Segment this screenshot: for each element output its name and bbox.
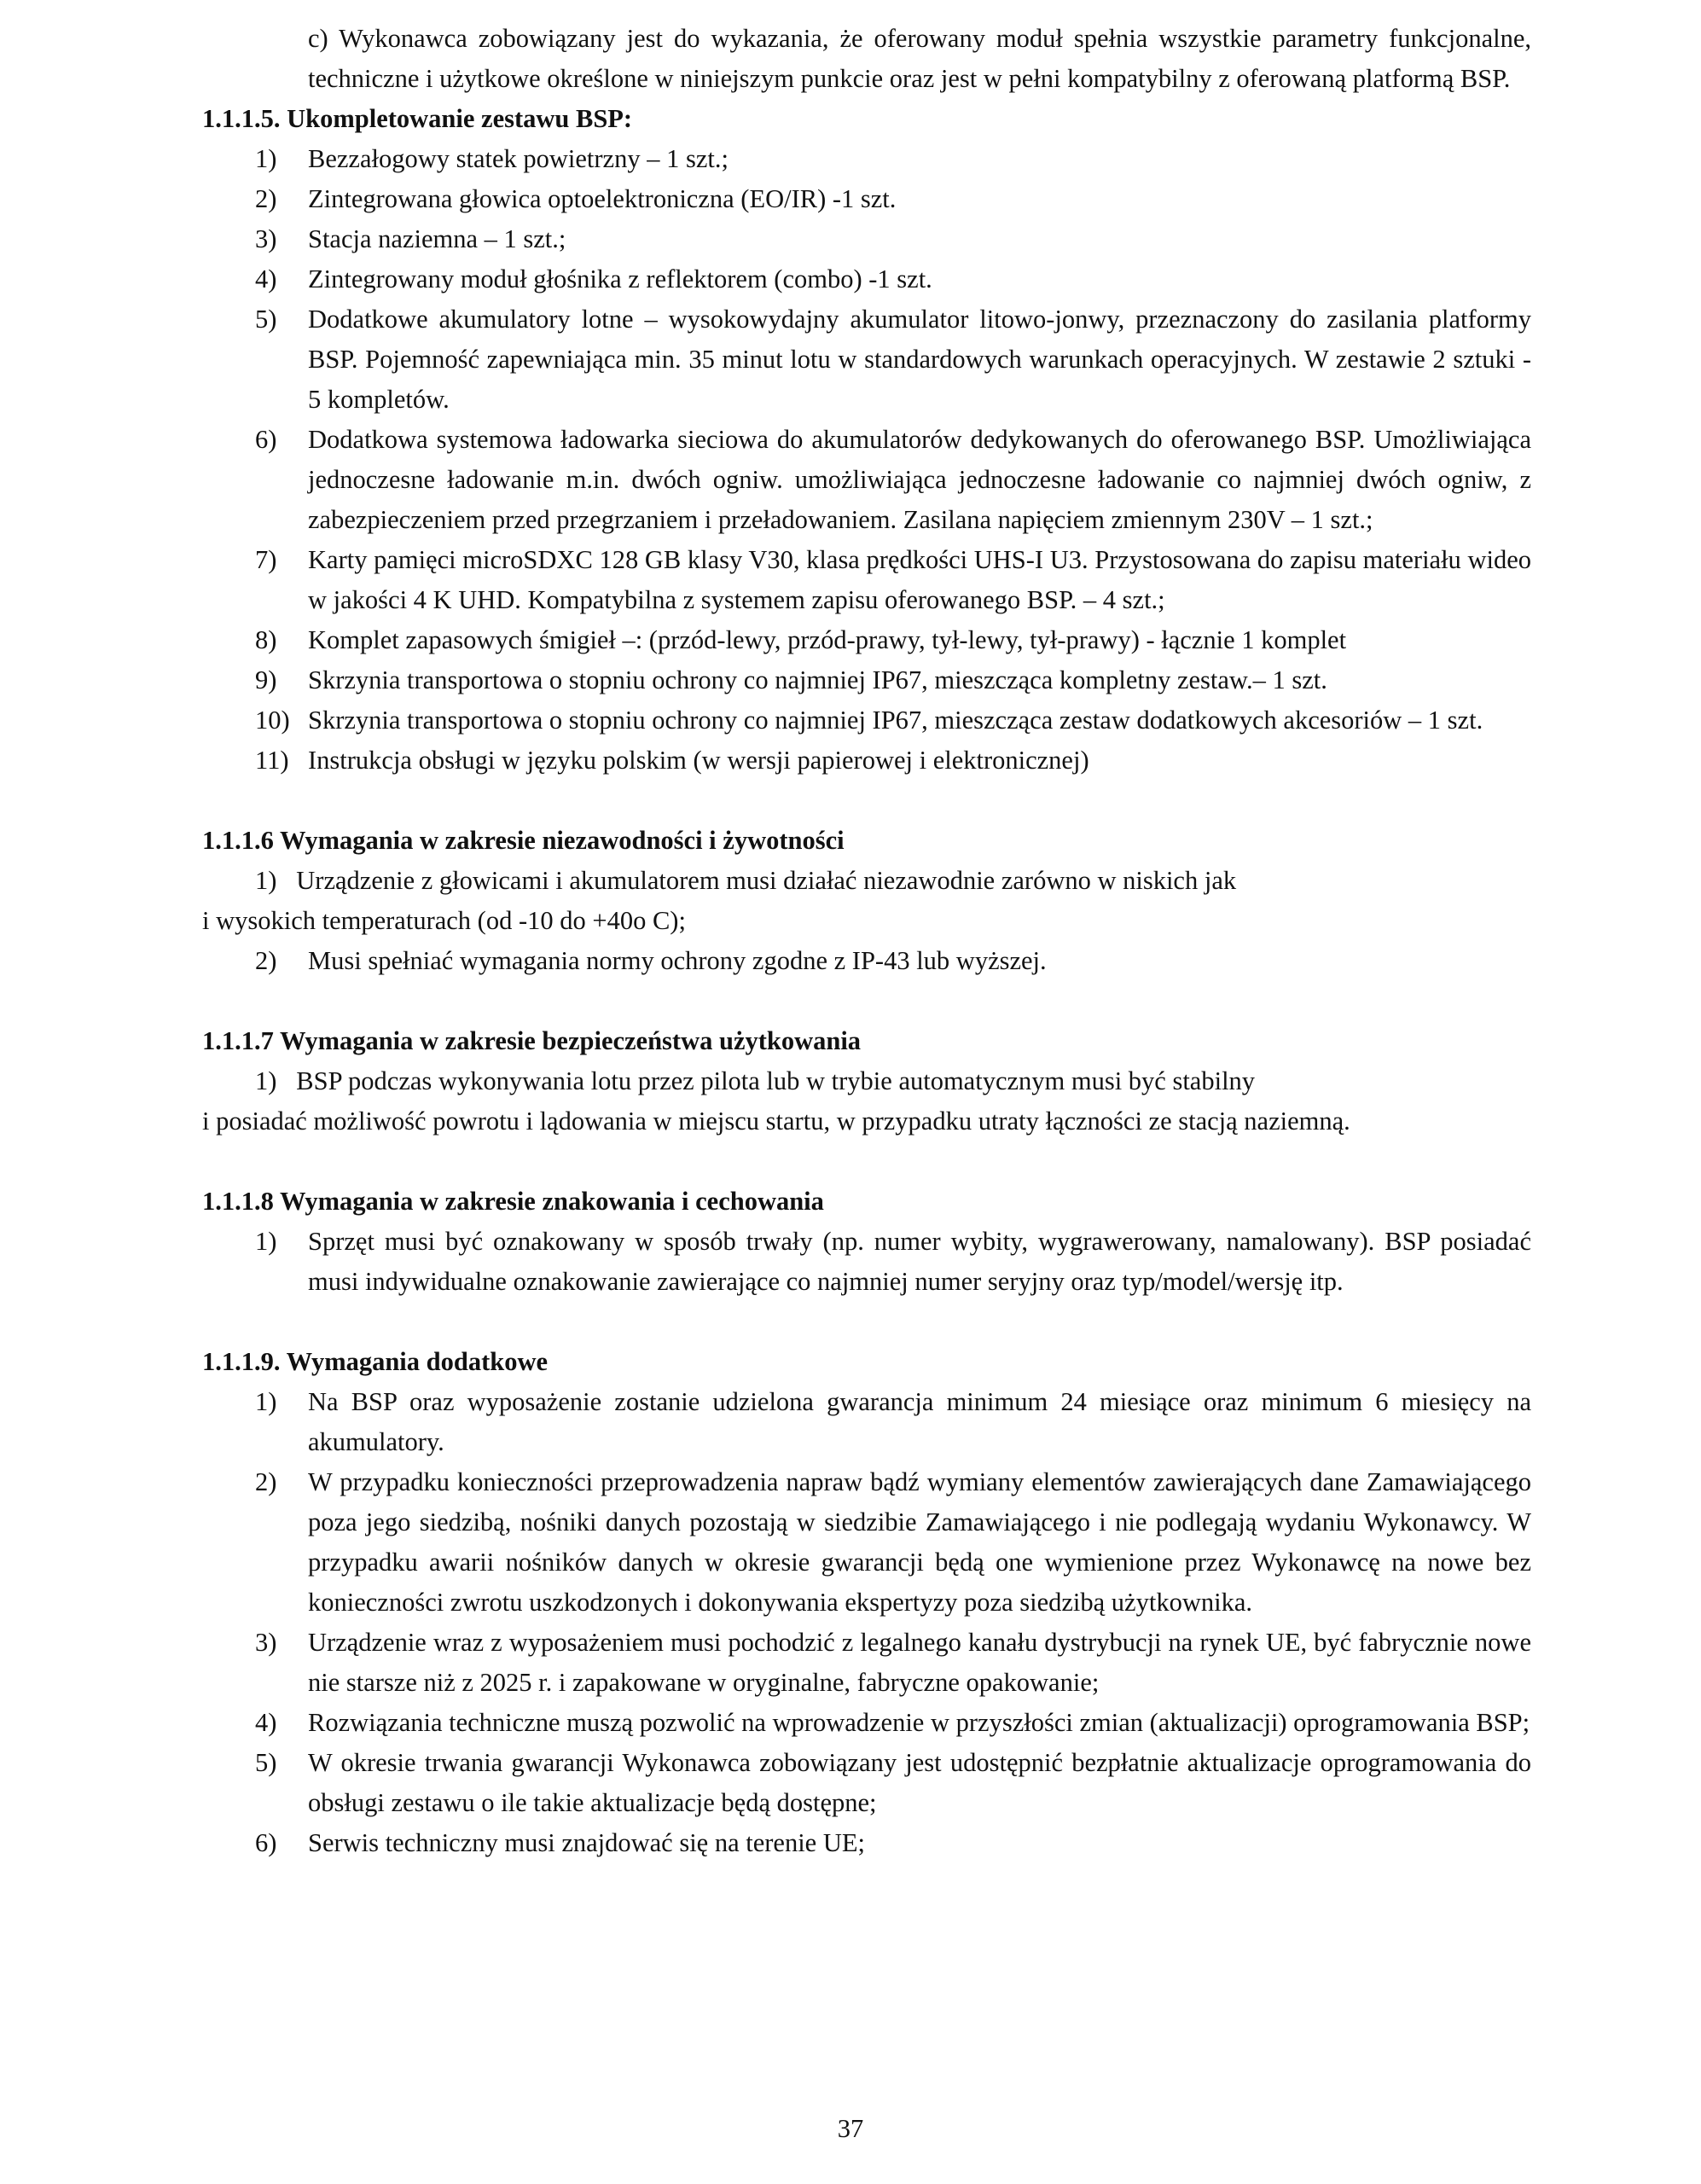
additional-requirements-list <box>202 1382 1531 1863</box>
list-item: 1) Sprzęt musi być oznakowany w sposób trwały (np. numer wybity, wygrawerowany, namalowany). BSP posiadać musi indywidualne oznakowanie zawierające co najmniej numer seryjny oraz typ/model/wersję itp. <box>255 1227 1531 1296</box>
list-item: 4) Zintegrowany moduł głośnika z reflektorem (combo) -1 szt. <box>255 264 932 293</box>
spacer <box>202 781 1531 821</box>
safety-item-1-first-line: 1) BSP podczas wykonywania lotu przez pilota lub w trybie automatycznym musi być stabilny <box>255 1066 1256 1095</box>
sub-point-c: c) Wykonawca zobowiązany jest do wykazania, że oferowany moduł spełnia wszystkie parametry funkcjonalne, techniczne i użytkowe określone w niniejszym punkcie oraz jest w pełni kompatybilny z oferowaną platformą BSP. <box>308 24 1531 93</box>
list-item: 2) W przypadku konieczności przeprowadzenia napraw bądź wymiany elementów zawierających dane Zamawiającego poza jego siedzibą, nośniki danych pozostają w siedzibie Zamawiającego i nie podlegają wydaniu Wykonawcy. W przypadku awarii nośników danych w okresie gwarancji będą one wymienione przez Wykonawcę na nowe bez konieczności zwrotu uszkodzonych i dokonywania ekspertyzy poza siedzibą użytkownika. <box>255 1467 1531 1617</box>
section-heading-1-1-1-9: 1.1.1.9. Wymagania dodatkowe <box>202 1347 549 1376</box>
list-item: 1) Na BSP oraz wyposażenie zostanie udzielona gwarancja minimum 24 miesiące oraz minimum 6 miesięcy na akumulatory. <box>255 1387 1531 1456</box>
section-heading-1-1-1-8: 1.1.1.8 Wymagania w zakresie znakowania i cechowania <box>202 1187 824 1216</box>
section-heading-1-1-1-6: 1.1.1.6 Wymagania w zakresie niezawodności i żywotności <box>202 826 845 855</box>
list-item: 11) Instrukcja obsługi w języku polskim (w wersji papierowej i elektronicznej) <box>255 746 1089 775</box>
list-item: 2) Zintegrowana głowica optoelektroniczna (EO/IR) -1 szt. <box>255 184 897 213</box>
list-item: 1) Bezzałogowy statek powietrzny – 1 szt.; <box>255 144 729 173</box>
list-item: 10) Skrzynia transportowa o stopniu ochrony co najmniej IP67, mieszcząca zestaw dodatkowych akcesoriów – 1 szt. <box>255 706 1483 735</box>
safety-item-1-continuation: i posiadać możliwość powrotu i lądowania w miejscu startu, w przypadku utraty łączności ze stacją naziemną. <box>202 1107 1350 1136</box>
spacer <box>202 1141 1531 1182</box>
section-heading-1-1-1-5: 1.1.1.5. Ukompletowanie zestawu BSP: <box>202 104 633 133</box>
list-item: 9) Skrzynia transportowa o stopniu ochrony co najmniej IP67, mieszcząca kompletny zestaw.– 1 szt. <box>255 665 1327 694</box>
reliability-item-1-continuation: i wysokich temperaturach (od -10 do +40o C); <box>202 906 686 935</box>
list-item: 8) Komplet zapasowych śmigieł –: (przód-lewy, przód-prawy, tył-lewy, tył-prawy) - łącznie 1 komplet <box>255 625 1347 654</box>
list-item: 6) Dodatkowa systemowa ładowarka sieciowa do akumulatorów dedykowanych do oferowanego BSP. Umożliwiająca jednoczesne ładowanie m.in. dwóch ogniw. umożliwiająca jednoczesne ładowanie co najmniej dwóch ogniw, z zabezpieczeniem przed przegrzaniem i przeładowaniem. Zasilana napięciem zmiennym 230V – 1 szt.; <box>255 425 1531 534</box>
list-item: 5) Dodatkowe akumulatory lotne – wysokowydajny akumulator litowo-jonwy, przeznaczony do zasilania platformy BSP. Pojemność zapewniająca min. 35 minut lotu w standardowych warunkach operacyjnych. W zestawie 2 sztuki - 5 kompletów. <box>255 305 1531 414</box>
kit-contents-list <box>202 139 1531 781</box>
list-item: 4) Rozwiązania techniczne muszą pozwolić na wprowadzenie w przyszłości zmian (aktualizacji) oprogramowania BSP; <box>255 1708 1530 1737</box>
page-body <box>202 19 1531 1863</box>
page-number: 37 <box>837 2114 864 2143</box>
list-item: 2) Musi spełniać wymagania normy ochrony zgodne z IP-43 lub wyższej. <box>255 946 1047 975</box>
spacer <box>202 1302 1531 1342</box>
section-heading-1-1-1-7: 1.1.1.7 Wymagania w zakresie bezpieczeństwa użytkowania <box>202 1026 862 1055</box>
list-item: 7) Karty pamięci microSDXC 128 GB klasy V30, klasa prędkości UHS-I U3. Przystosowana do zapisu materiału wideo w jakości 4 K UHD. Kompatybilna z systemem zapisu oferowanego BSP. – 4 szt.; <box>255 545 1531 614</box>
list-item: 3) Stacja naziemna – 1 szt.; <box>255 224 566 253</box>
list-item: 6) Serwis techniczny musi znajdować się na terenie UE; <box>255 1828 865 1857</box>
reliability-item-1-first-line: 1) Urządzenie z głowicami i akumulatorem musi działać niezawodnie zarówno w niskich jak <box>255 866 1237 895</box>
list-item: 5) W okresie trwania gwarancji Wykonawca zobowiązany jest udostępnić bezpłatnie aktualizacje oprogramowania do obsługi zestawu o ile takie aktualizacje będą dostępne; <box>255 1748 1531 1817</box>
spacer <box>202 981 1531 1021</box>
list-item: 3) Urządzenie wraz z wyposażeniem musi pochodzić z legalnego kanału dystrybucji na rynek UE, być fabrycznie nowe nie starsze niż z 2025 r. i zapakowane w oryginalne, fabryczne opakowanie; <box>255 1628 1531 1697</box>
